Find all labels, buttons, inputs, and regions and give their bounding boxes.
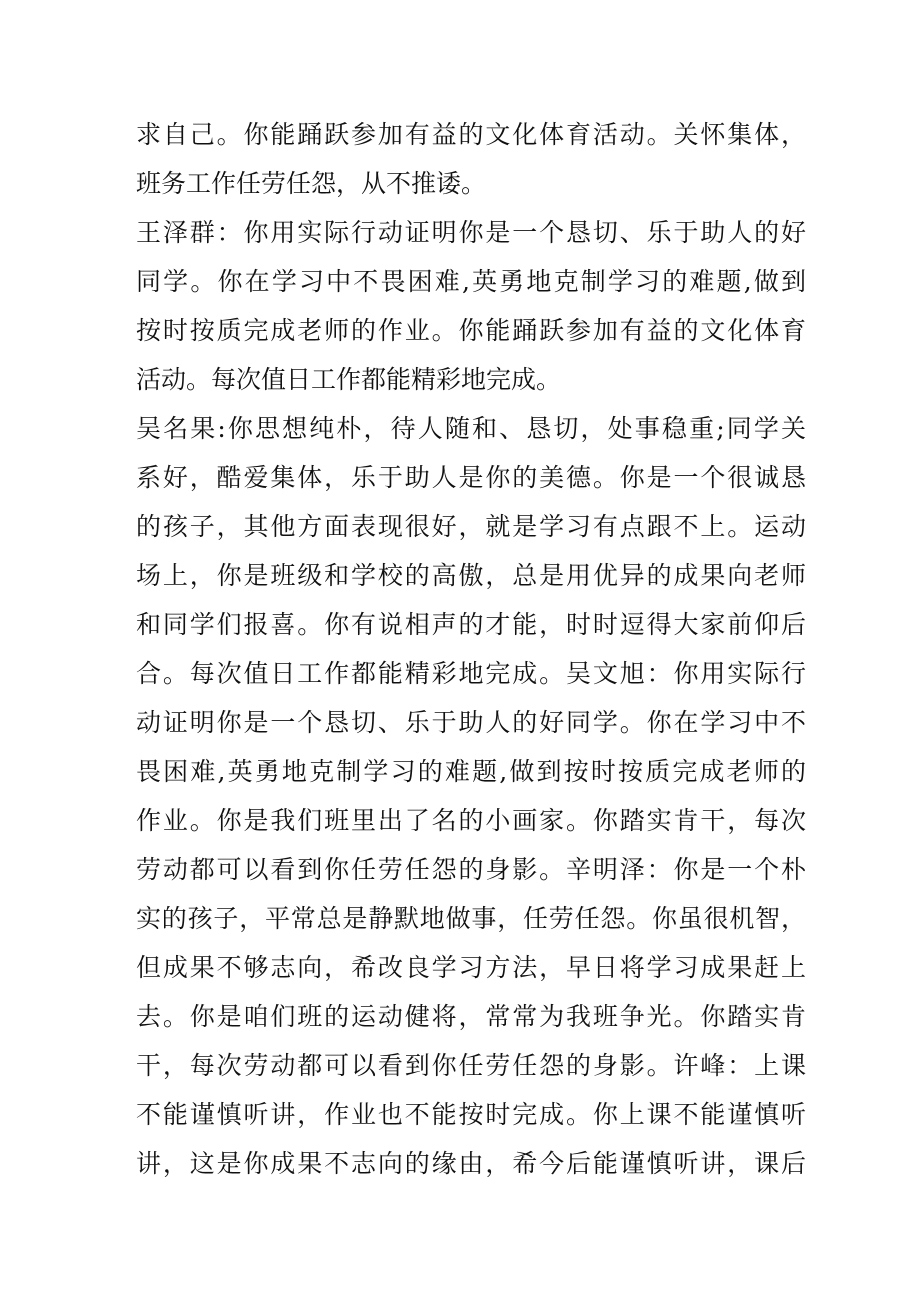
text-line: 干，每次劳动都可以看到你任劳任怨的身影。许峰：上课 bbox=[136, 1051, 806, 1080]
text-line: 去。你是咱们班的运动健将，常常为我班争光。你踏实肯 bbox=[136, 1002, 806, 1031]
text-line: 但成果不够志向，希改良学习方法，早日将学习成果赶上 bbox=[136, 953, 806, 982]
text-line: 讲，这是你成果不志向的缘由，希今后能谨慎听讲，课后 bbox=[136, 1149, 806, 1178]
text-line: 吴名果:你思想纯朴，待人随和、恳切，处事稳重;同学关 bbox=[136, 414, 806, 443]
text-line: 动证明你是一个恳切、乐于助人的好同学。你在学习中不 bbox=[136, 708, 806, 737]
text-line: 合。每次值日工作都能精彩地完成。吴文旭：你用实际行 bbox=[136, 659, 806, 688]
text-line: 系好，酷爱集体，乐于助人是你的美德。你是一个很诚恳 bbox=[136, 463, 806, 492]
text-line: 班务工作任劳任怨，从不推诿。 bbox=[136, 169, 487, 198]
text-line: 作业。你是我们班里出了名的小画家。你踏实肯干，每次 bbox=[136, 806, 806, 835]
text-line: 不能谨慎听讲，作业也不能按时完成。你上课不能谨慎听 bbox=[136, 1100, 806, 1129]
text-line: 劳动都可以看到你任劳任怨的身影。辛明泽：你是一个朴 bbox=[136, 855, 806, 884]
text-line: 王泽群：你用实际行动证明你是一个恳切、乐于助人的好 bbox=[136, 218, 806, 247]
body-text bbox=[136, 110, 806, 1188]
text-line: 畏困难,英勇地克制学习的难题,做到按时按质完成老师的 bbox=[136, 757, 806, 786]
text-line: 的孩子，其他方面表现很好，就是学习有点跟不上。运动 bbox=[136, 512, 806, 541]
text-line: 场上，你是班级和学校的高傲，总是用优异的成果向老师 bbox=[136, 561, 806, 590]
text-line: 按时按质完成老师的作业。你能踊跃参加有益的文化体育 bbox=[136, 316, 806, 345]
text-line: 和同学们报喜。你有说相声的才能，时时逗得大家前仰后 bbox=[136, 610, 806, 639]
text-line: 求自己。你能踊跃参加有益的文化体育活动。关怀集体， bbox=[136, 120, 806, 149]
text-line: 实的孩子，平常总是静默地做事，任劳任怨。你虽很机智， bbox=[136, 904, 806, 933]
text-line: 同学。你在学习中不畏困难,英勇地克制学习的难题,做到 bbox=[136, 267, 806, 296]
text-line: 活动。每次值日工作都能精彩地完成。 bbox=[136, 365, 562, 394]
